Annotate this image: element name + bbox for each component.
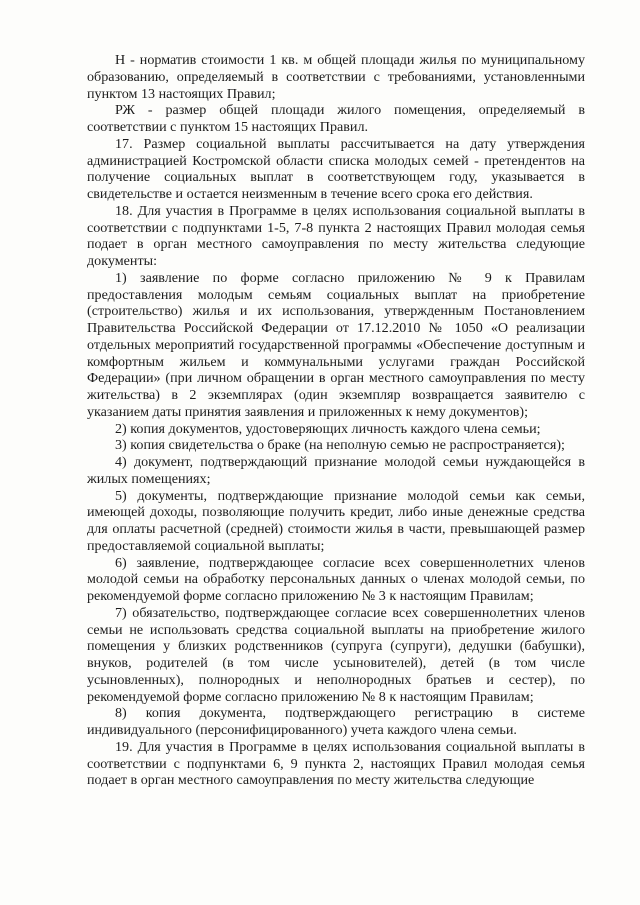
paragraph-area-definition: РЖ - размер общей площади жилого помещения, определяемый в соответствии с пунктом 15 настоящих Правил.	[87, 102, 585, 135]
list-item-5: 5) документы, подтверждающие признание молодой семьи как семьи, имеющей доходы, позволяющие получить кредит, либо иные денежные средства для оплаты расчетной (средней) стоимости жилья в части, превышающей размер предоставляемой социальной выплаты;	[87, 487, 585, 554]
list-item-3: 3) копия свидетельства о браке (на неполную семью не распространяется);	[115, 437, 565, 454]
paragraph-19: 19. Для участия в Программе в целях использования социальной выплаты в соответствии с подпунктами 6, 9 пункта 2, настоящих Правил молодая семья подает в орган местного самоуправления по месту жительства следующие	[87, 738, 585, 789]
list-item-8: 8) копия документа, подтверждающего регистрацию в системе индивидуального (персонифицированного) учета каждого члена семьи.	[87, 705, 585, 738]
paragraph-18: 18. Для участия в Программе в целях использования социальной выплаты в соответствии с подпунктами 1-5, 7-8 пункта 2 настоящих Правил молодая семья подает в орган местного самоуправления по месту жительства следующие документы:	[87, 202, 585, 269]
paragraph-17: 17. Размер социальной выплаты рассчитывается на дату утверждения администрацией Костромской области списка молодых семей - претендентов на получение социальных выплат в соответствующем году, указывается в свидетельстве и остается неизменным в течение всего срока его действия.	[87, 135, 585, 202]
list-item-2: 2) копия документов, удостоверяющих личность каждого члена семьи;	[115, 420, 541, 437]
paragraph-norm-definition: Н - норматив стоимости 1 кв. м общей площади жилья по муниципальному образованию, определяемый в соответствии с требованиями, установленными пунктом 13 настоящих Правил;	[87, 52, 585, 102]
list-item-4: 4) документ, подтверждающий признание молодой семьи нуждающейся в жилых помещениях;	[87, 454, 585, 487]
list-item-1: 1) заявление по форме согласно приложению № 9 к Правилам предоставления молодым семьям социальных выплат на приобретение (строительство) жилья и их использования, утвержденным Постановлением Правительства Российской Федерации от 17.12.2010 № 1050 «О реализации отдельных мероприятий государственной программы «Обеспечение доступным и комфортным жильем и коммунальными услугами граждан Российской Федерации» (при личном обращении в орган местного самоуправления по месту жительства) в 2 экземплярах (один экземпляр возвращается заявителю с указанием даты принятия заявления и приложенных к нему документов);	[87, 269, 585, 420]
list-item-6: 6) заявление, подтверждающее согласие всех совершеннолетних членов молодой семьи на обработку персональных данных о членах молодой семьи, по рекомендуемой форме согласно приложению № 3 к настоящим Правилам;	[87, 554, 585, 604]
document-body	[87, 52, 585, 789]
list-item-7: 7) обязательство, подтверждающее согласие всех совершеннолетних членов семьи не использовать средства социальной выплаты на приобретение жилого помещения у близких родственников (супруга (супруги), дедушки (бабушки), внуков, родителей (в том числе усыновителей), детей (в том числе усыновленных), полнородных и неполнородных братьев и сестер), по рекомендуемой форме согласно приложению № 8 к настоящим Правилам;	[87, 604, 585, 705]
